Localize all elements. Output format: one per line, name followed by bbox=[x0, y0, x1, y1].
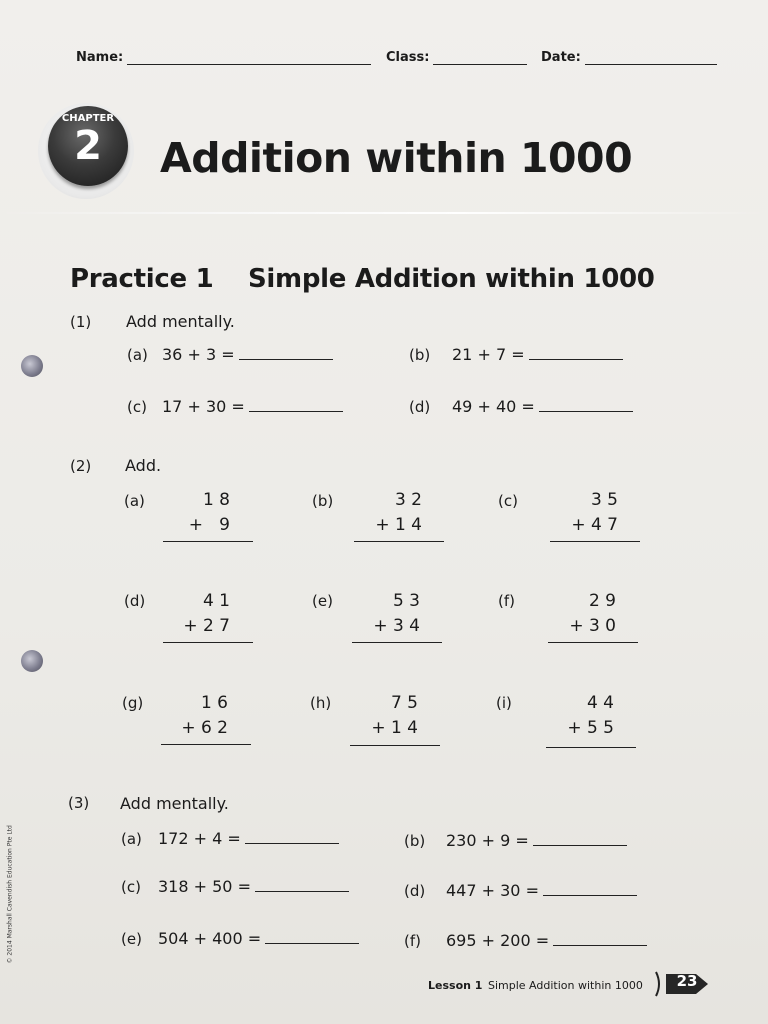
q2i-bottom: + 5 5 bbox=[567, 718, 614, 738]
q1c-expression: 17 + 30 = bbox=[162, 397, 245, 416]
q2e-bottom: + 3 4 bbox=[373, 616, 420, 636]
q2h-top: 7 5 bbox=[390, 693, 418, 713]
q3d-expression: 447 + 30 = bbox=[446, 881, 539, 900]
footer-lesson-label: Lesson 1 bbox=[428, 979, 483, 992]
q1a-answer-blank[interactable] bbox=[239, 345, 333, 360]
q2d-top: 4 1 bbox=[202, 591, 230, 611]
q3a-label: (a) bbox=[121, 830, 142, 848]
q2e-label: (e) bbox=[312, 592, 333, 610]
copyright-text: © 2014 Marshall Cavendish Education Pte Ltd bbox=[6, 825, 14, 964]
q3f-question bbox=[446, 931, 647, 950]
chapter-number: 2 bbox=[74, 123, 102, 169]
q2c-bottom: + 4 7 bbox=[571, 515, 618, 535]
q2d-label: (d) bbox=[124, 592, 146, 610]
q3a-answer-blank[interactable] bbox=[245, 829, 339, 844]
q1c-answer-blank[interactable] bbox=[249, 397, 343, 412]
q1d-expression: 49 + 40 = bbox=[452, 397, 535, 416]
q2f-top: 2 9 bbox=[588, 591, 616, 611]
chapter-divider bbox=[0, 212, 768, 214]
q1-number: (1) bbox=[70, 313, 92, 331]
q2c-label: (c) bbox=[498, 492, 518, 510]
q2a-bottom: + 9 bbox=[188, 515, 230, 535]
q3b-answer-blank[interactable] bbox=[533, 831, 627, 846]
q1d-answer-blank[interactable] bbox=[539, 397, 633, 412]
practice-number: Practice 1 bbox=[70, 264, 214, 294]
q2g-bottom: + 6 2 bbox=[181, 718, 228, 738]
q2h-bottom: + 1 4 bbox=[371, 718, 418, 738]
q3b-label: (b) bbox=[404, 832, 426, 850]
q2i-top: 4 4 bbox=[586, 693, 614, 713]
date-label: Date: bbox=[541, 50, 581, 65]
q2b-label: (b) bbox=[312, 492, 334, 510]
q1d-label: (d) bbox=[409, 398, 431, 416]
page-number: 23 bbox=[676, 972, 698, 990]
q2h-answer-line[interactable] bbox=[350, 745, 440, 746]
q3-instruction: Add mentally. bbox=[120, 794, 229, 813]
q3e-label: (e) bbox=[121, 930, 142, 948]
q2g-label: (g) bbox=[122, 694, 144, 712]
q2f-label: (f) bbox=[498, 592, 515, 610]
chapter-title: Addition within 1000 bbox=[160, 134, 633, 182]
q3e-question bbox=[158, 929, 359, 948]
q1b-expression: 21 + 7 = bbox=[452, 345, 525, 364]
q3d-question bbox=[446, 881, 637, 900]
q2e-answer-line[interactable] bbox=[352, 642, 442, 643]
q3b-question bbox=[446, 831, 627, 850]
q1-instruction: Add mentally. bbox=[126, 312, 235, 331]
q1b-label: (b) bbox=[409, 346, 431, 364]
q1d-question bbox=[452, 397, 633, 416]
q2e-top: 5 3 bbox=[392, 591, 420, 611]
q3c-expression: 318 + 50 = bbox=[158, 877, 251, 896]
q3f-expression: 695 + 200 = bbox=[446, 931, 550, 950]
q2d-bottom: + 2 7 bbox=[183, 616, 230, 636]
q2g-top: 1 6 bbox=[200, 693, 228, 713]
q1c-label: (c) bbox=[127, 398, 147, 416]
q3c-question bbox=[158, 877, 349, 896]
name-field[interactable] bbox=[127, 64, 371, 65]
q2a-label: (a) bbox=[124, 492, 145, 510]
q2b-top: 3 2 bbox=[394, 490, 422, 510]
q2d-answer-line[interactable] bbox=[163, 642, 253, 643]
class-field[interactable] bbox=[433, 64, 527, 65]
name-label: Name: bbox=[76, 50, 124, 65]
date-field[interactable] bbox=[585, 64, 717, 65]
binder-hole-bottom bbox=[21, 650, 43, 672]
q2f-answer-line[interactable] bbox=[548, 642, 638, 643]
q2b-bottom: + 1 4 bbox=[375, 515, 422, 535]
q2c-top: 3 5 bbox=[590, 490, 618, 510]
q3-number: (3) bbox=[68, 794, 90, 812]
q3a-question bbox=[158, 829, 339, 848]
chapter-word: CHAPTER bbox=[61, 113, 115, 124]
q2g-answer-line[interactable] bbox=[161, 744, 251, 745]
q2-instruction: Add. bbox=[125, 456, 162, 475]
q3c-label: (c) bbox=[121, 878, 141, 896]
q3f-label: (f) bbox=[404, 932, 421, 950]
q1a-question bbox=[162, 345, 333, 364]
q3a-expression: 172 + 4 = bbox=[158, 829, 241, 848]
q2a-answer-line[interactable] bbox=[163, 541, 253, 542]
q2c-answer-line[interactable] bbox=[550, 541, 640, 542]
q3d-answer-blank[interactable] bbox=[543, 881, 637, 896]
q3d-label: (d) bbox=[404, 882, 426, 900]
q3f-answer-blank[interactable] bbox=[553, 931, 647, 946]
binder-hole-top bbox=[21, 355, 43, 377]
q2a-top: 1 8 bbox=[202, 490, 230, 510]
q1b-answer-blank[interactable] bbox=[529, 345, 623, 360]
q2i-label: (i) bbox=[496, 694, 512, 712]
q3e-answer-blank[interactable] bbox=[265, 929, 359, 944]
q3b-expression: 230 + 9 = bbox=[446, 831, 529, 850]
class-label: Class: bbox=[386, 50, 430, 65]
q1b-question bbox=[452, 345, 623, 364]
q1a-expression: 36 + 3 = bbox=[162, 345, 235, 364]
q2i-answer-line[interactable] bbox=[546, 747, 636, 748]
q1a-label: (a) bbox=[127, 346, 148, 364]
q3e-expression: 504 + 400 = bbox=[158, 929, 262, 948]
footer-lesson-title: Simple Addition within 1000 bbox=[488, 979, 643, 992]
q2b-answer-line[interactable] bbox=[354, 541, 444, 542]
q1c-question bbox=[162, 397, 343, 416]
q2-number: (2) bbox=[70, 457, 92, 475]
q2h-label: (h) bbox=[310, 694, 332, 712]
practice-title: Simple Addition within 1000 bbox=[248, 264, 655, 294]
q3c-answer-blank[interactable] bbox=[255, 877, 349, 892]
q2f-bottom: + 3 0 bbox=[569, 616, 616, 636]
